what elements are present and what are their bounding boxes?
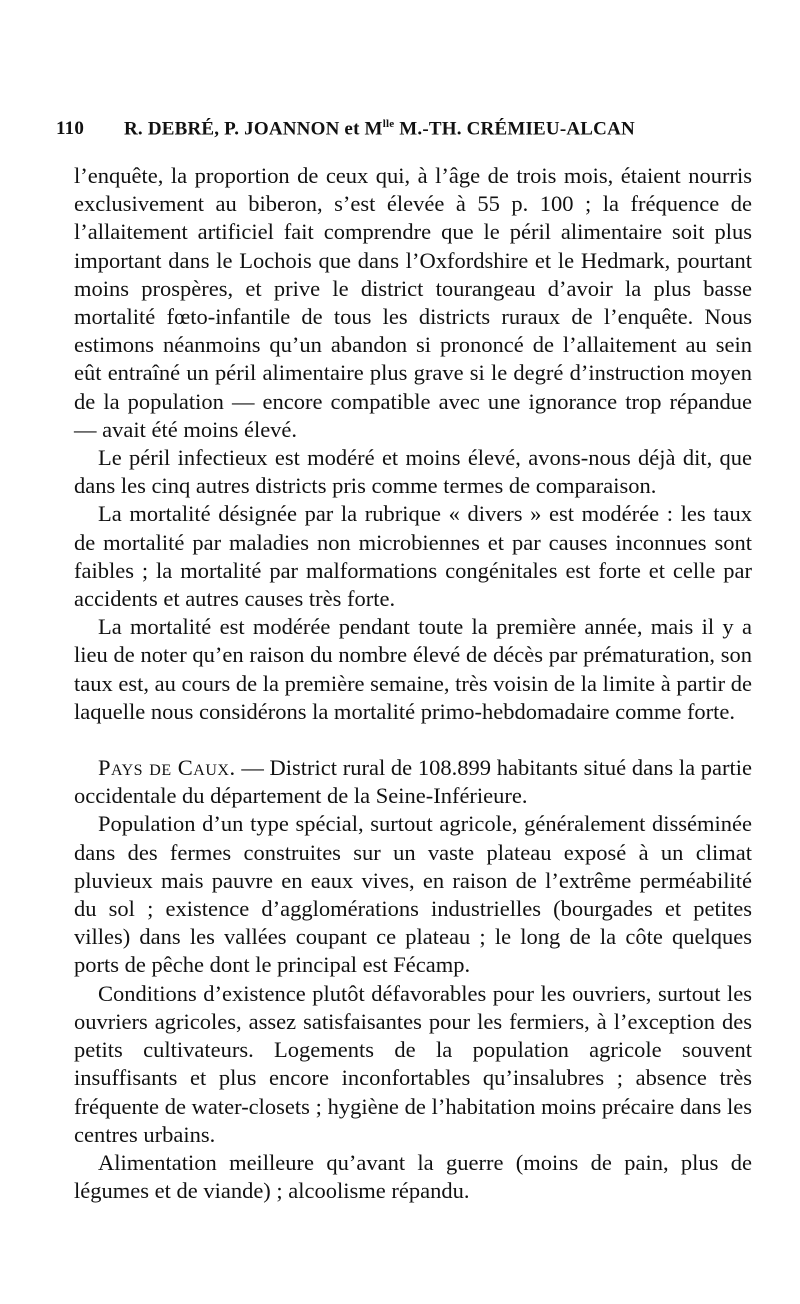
paragraph: Alimentation meilleure qu’avant la guerre (moins de pain, plus de légumes et de viande) ; alcoolisme répandu. xyxy=(74,1149,752,1204)
section-pays-de-caux xyxy=(74,754,752,1205)
authors-superscript: lle xyxy=(382,118,395,130)
paragraph: La mortalité est modérée pendant toute la première année, mais il y a lieu de noter qu’en raison du nombre élevé de décès par prématuration, son taux est, au cours de la première semaine, très voisin de la limite à partir de laquelle nous considérons la mortalité primo-hebdomadaire comme forte. xyxy=(74,614,752,724)
section-intro-paragraph xyxy=(74,754,752,810)
running-head xyxy=(56,118,746,140)
section-heading: Pays de Caux. xyxy=(98,755,236,781)
authors: R. DEBRÉ, P. JOANNON et M xyxy=(124,118,383,140)
paragraph: l’enquête, la proportion de ceux qui, à l’âge de trois mois, étaient nourris exclusivement au biberon, s’est élevée à 55 p. 100 ; la fréquence de l’allaitement artificiel fait comprendre que le péril alimentaire soit plus important dans le Lochois que dans l’Oxfordshire et le Hedmark, pourtant moins prospères, et prive le district tourangeau d’avoir la plus basse mortalité fœto-infantile de tous les districts ruraux de l’enquête. Nous estimons néanmoins qu’un abandon si prononcé de l’allaitement au sein eût entraîné un péril alimentaire plus grave si le degré d’instruction moyen de la population — encore compatible avec une ignorance trop répandue — avait été moins élevé. xyxy=(74,163,752,442)
paragraph: Conditions d’existence plutôt défavorables pour les ouvriers, surtout les ouvriers agricoles, assez satisfaisantes pour les fermiers, à l’exception des petits cultivateurs. Logements de la population agricole souvent insuffisants et plus encore inconfortables qu’insalubres ; absence très fréquente de water-closets ; hygiène de l’habitation moins précaire dans les centres urbains. xyxy=(74,980,752,1147)
authors-tail: M.-TH. CRÉMIEU-ALCAN xyxy=(394,118,635,140)
paragraph: Le péril infectieux est modéré et moins élevé, avons-nous déjà dit, que dans les cinq autres districts pris comme termes de comparaison. xyxy=(74,445,752,499)
page-number: 110 xyxy=(56,118,85,140)
section-intro: — District rural de 108.899 habitants situé dans la partie occidentale du département de la Seine-Inférieure. xyxy=(74,755,752,809)
body-text xyxy=(74,162,752,1205)
paragraph: Population d’un type spécial, surtout agricole, généralement disséminée dans des fermes construites sur un vaste plateau exposé à un climat pluvieux mais pauvre en eaux vives, en raison de l’extrême perméabilité du sol ; existence d’agglomérations industrielles (bourgades et petites villes) dans les vallées coupant ce plateau ; le long de la côte quelques ports de pêche dont le principal est Fécamp. xyxy=(74,811,752,978)
paragraph: La mortalité désignée par la rubrique « divers » est modérée : les taux de mortalité par maladies non microbiennes et par causes inconnues sont faibles ; la mortalité par malformations congénitales est forte et celle par accidents et autres causes très forte. xyxy=(74,501,752,612)
